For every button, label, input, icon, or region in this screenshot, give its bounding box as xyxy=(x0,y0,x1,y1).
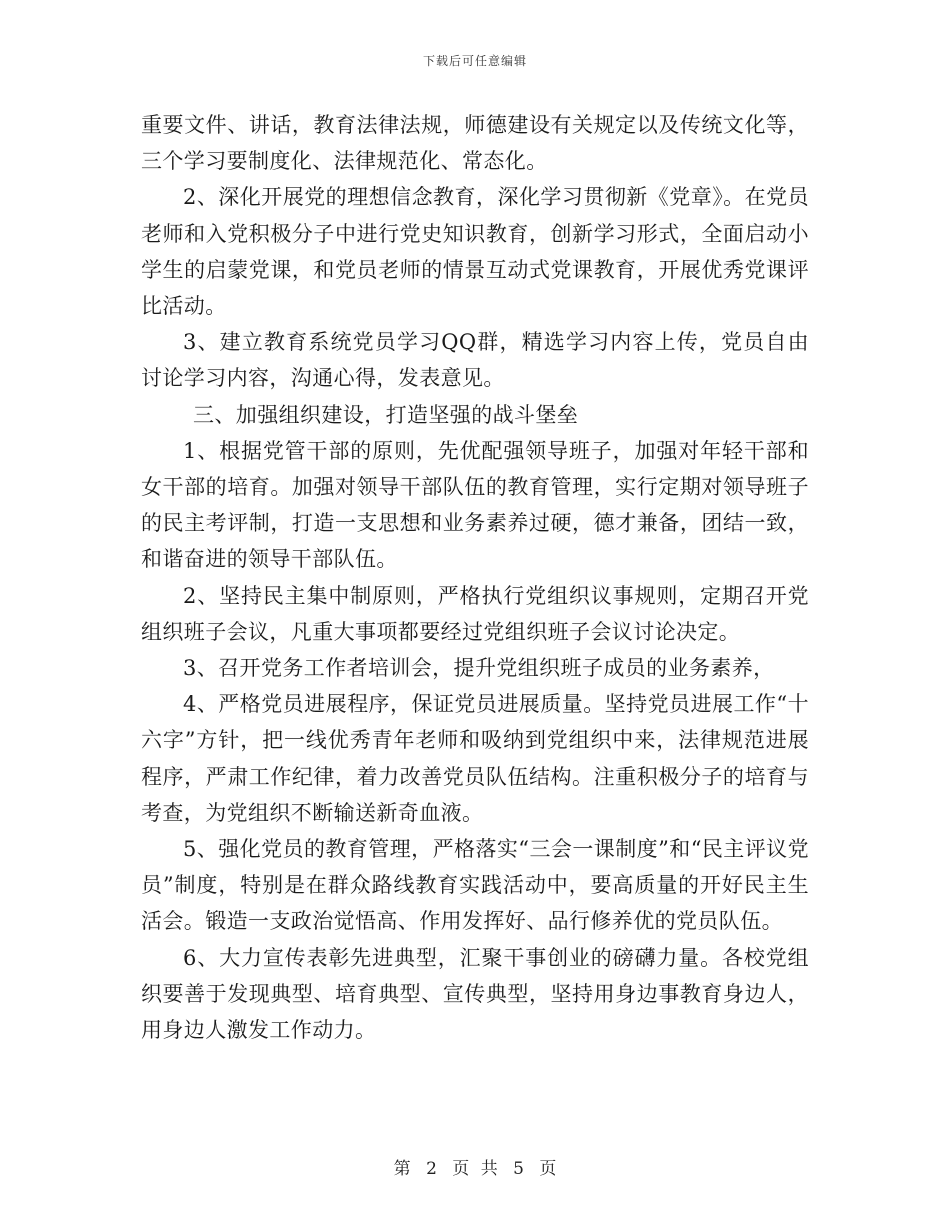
page-number-footer xyxy=(0,1154,950,1179)
document-body xyxy=(141,107,809,1048)
paragraph-item-4-member-development: 4、严格党员进展程序，保证党员进展质量。坚持党员进展工作“十六字”方针，把一线优秀青年老师和吸纳到党组织中来，法律规范进展程序，严肃工作纪律，着力改善党员队伍结构。注重积极分子的培育与考查，为党组织不断输送新奇血液。 xyxy=(141,692,809,825)
paragraph-item-3-qq-group: 3、建立教育系统党员学习QQ群，精选学习内容上传，党员自由讨论学习内容，沟通心得，发表意见。 xyxy=(141,330,809,391)
paragraph-continuation: 重要文件、讲话，教育法律法规，师德建设有关规定以及传统文化等，三个学习要制度化、法律规范化、常态化。 xyxy=(141,113,809,174)
footer-suffix: 页 xyxy=(539,1159,557,1179)
footer-prefix: 第 xyxy=(393,1159,411,1179)
header-note: 下载后可任意编辑 xyxy=(422,54,527,68)
paragraph-item-1-leadership: 1、根据党管干部的原则，先优配强领导班子，加强对年轻干部和女干部的培育。加强对领导干部队伍的教育管理，实行定期对领导班子的民主考评制，打造一支思想和业务素养过硬，德才兼备，团结一致，和谐奋进的领导干部队伍。 xyxy=(141,438,809,572)
footer-total-pages: 5 xyxy=(513,1159,524,1179)
paragraph-item-2-education: 2、深化开展党的理想信念教育，深化学习贯彻新《党章》。在党员老师和入党积极分子中进行党史知识教育，创新学习形式，全面启动小学生的启蒙党课，和党员老师的情景互动式党课教育，开展优秀党课评比活动。 xyxy=(141,185,809,319)
section-heading-organization: 三、加强组织建设，打造坚强的战斗堡垒 xyxy=(193,402,579,427)
paragraph-item-3-training: 3、召开党务工作者培训会，提升党组织班子成员的业务素养， xyxy=(183,656,775,681)
footer-middle: 页 共 xyxy=(452,1159,498,1179)
paragraph-item-6-role-models: 6、大力宣传表彰先进典型，汇聚干事创业的磅礴力量。各校党组织要善于发现典型、培育典型、宣传典型，坚持用身边事教育身边人，用身边人激发工作动力。 xyxy=(141,945,809,1043)
paragraph-item-2-democracy: 2、坚持民主集中制原则，严格执行党组织议事规则，定期召开党组织班子会议，凡重大事项都要经过党组织班子会议讨论决定。 xyxy=(141,583,809,644)
paragraph-item-5-member-management: 5、强化党员的教育管理，严格落实“三会一课制度”和“民主评议党员”制度，特别是在群众路线教育实践活动中，要高质量的开好民主生活会。锻造一支政治觉悟高、作用发挥好、品行修养优的党员队伍。 xyxy=(141,837,809,934)
footer-current-page: 2 xyxy=(426,1159,437,1179)
